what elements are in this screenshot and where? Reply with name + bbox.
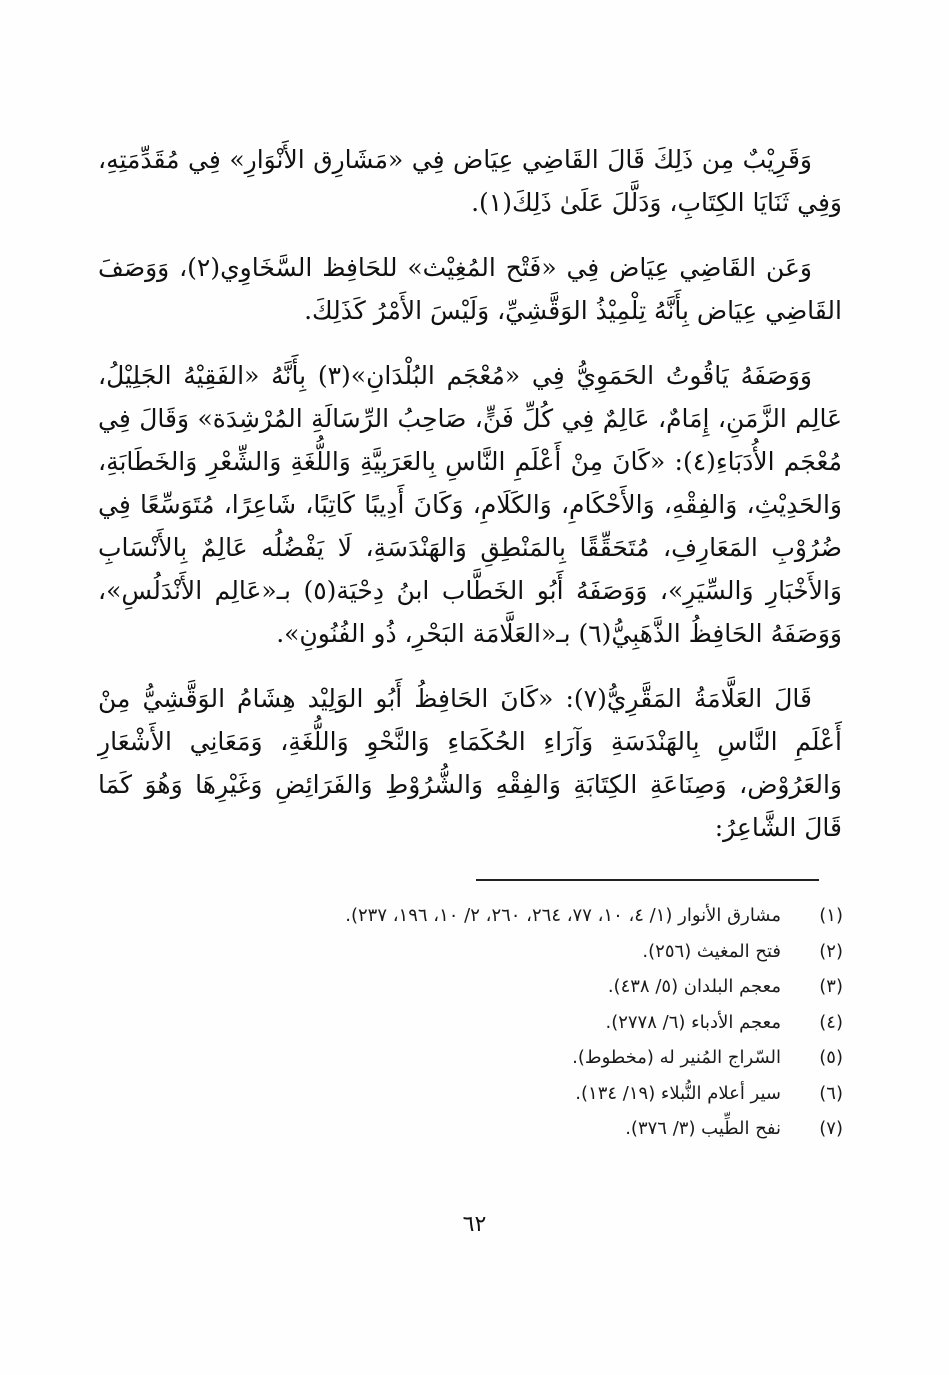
footnote-number: (١) <box>819 905 843 926</box>
footnote-item <box>200 1040 843 1076</box>
footnote-number: (٧) <box>819 1118 843 1139</box>
footnote-text: معجم البلدان (٥/ ٤٣٨). <box>607 976 781 997</box>
paragraph-4: قَالَ العَلَّامَةُ المَقَّرِيُّ(٧): «كَانَ الحَافِظُ أَبُو الوَلِيْد هِشَامُ الوَقَّشِيُّ مِنْ أَعْلَمِ النَّاسِ بِالهَنْدَسَةِ وَآرَاءِ الحُكَمَاءِ وَالنَّحْوِ وَاللُّغَةِ، وَمَعَانِي الأَشْعَارِ وَالعَرُوْض، وَصِنَاعَةِ الكِتَابَةِ وَالفِقْهِ وَالشُّرُوْطِ وَالفَرَائِضِ وَغَيْرِهَا وَهُوَ كَمَا قَالَ الشَّاعِرُ: <box>98 684 842 842</box>
footnotes <box>200 898 843 1147</box>
footnote-text: نفح الطِّيب (٣/ ٣٧٦). <box>625 1118 781 1139</box>
footnote-text: سير أعلام النُّبلاء (١٩/ ١٣٤). <box>575 1082 781 1104</box>
footnote-item <box>200 1076 843 1112</box>
main-text <box>98 138 842 871</box>
footnote-text: فتح المغيث (٢٥٦). <box>642 940 781 962</box>
paragraph-3: وَوَصَفَهُ يَاقُوتُ الحَمَوِيُّ فِي «مُعْجَم البُلْدَانِ»(٣) بِأَنَّهُ «الفَقِيْهُ الجَلِيْلُ، عَالِم الزَّمَنِ، إِمَامٌ، عَالِمٌ فِي كُلِّ فَنٍّ، صَاحِبُ الرِّسَالَةِ المُرْشِدَة» وَقَالَ فِي مُعْجَم الأُدَبَاءِ(٤): «كَانَ مِنْ أَعْلَمِ النَّاسِ بِالعَرَبِيَّةِ وَاللُّغَةِ وَالشِّعْرِ وَالخَطَابَةِ، وَالحَدِيْثِ، وَالفِقْهِ، وَالأَحْكَامِ، وَالكَلَامِ، وَكَانَ أَدِيبًا كَاتِبًا، شَاعِرًا، مُتَوَسِّعًا فِي ضُرُوْبِ المَعَارِفِ، مُتَحَقِّقًا بِالمَنْطِقِ وَالهَنْدَسَةِ، لَا يَفْضُلُه عَالِمٌ بِالأَنْسَابِ وَالأَخْبَارِ وَالسِّيَرِ»، وَوَصَفَهُ أَبُو الخَطَّاب ابنُ دِحْيَة(٥) بـ«عَالِم الأَنْدَلُسِ»، وَوَصَفَهُ الحَافِظُ الذَّهَبِيُّ(٦) بـ«العَلَّامَة البَحْرِ، ذُو الفُنُونِ». <box>98 361 842 648</box>
footnote-item <box>200 1111 843 1147</box>
paragraph-2: وَعَن القَاضِي عِيَاض فِي «فَتْح المُغِيْث» للحَافِظ السَّخَاوِي(٢)، وَوَصَفَ القَاضِي عِيَاض بِأَنَّهُ تِلْمِيْذُ الوَقَّشِيِّ، وَلَيْسَ الأَمْرُ كَذَلِكَ. <box>98 253 842 325</box>
footnote-text: السّراج المُنير له (مخطوط). <box>572 1047 781 1068</box>
paragraph-1: وَقَرِيْبٌ مِن ذَلِكَ قَالَ القَاضِي عِيَاض فِي «مَشَارِق الأَنْوَارِ» فِي مُقَدِّمَتِهِ، وَفِي ثَنَايَا الكِتَابِ، وَدَلَّلَ عَلَىٰ ذَلِكَ(١). <box>98 145 842 217</box>
footnote-number: (٣) <box>819 976 843 997</box>
footnote-number: (٤) <box>819 1011 843 1033</box>
footnote-number: (٥) <box>819 1047 843 1068</box>
page-number: ٦٢ <box>462 1212 487 1237</box>
footnote-item <box>200 969 843 1005</box>
footnote-text: مشارق الأنوار (١/ ٤، ١٠، ٧٧، ٢٦٤، ٢٦٠، ٢/ ١٠، ١٩٦، ٢٣٧). <box>345 905 781 926</box>
footnote-item <box>200 934 843 970</box>
footnote-item <box>200 1005 843 1041</box>
footnote-item <box>200 898 843 934</box>
footnote-number: (٢) <box>819 940 843 962</box>
footnote-divider <box>476 879 819 881</box>
footnote-text: معجم الأدباء (٦/ ٢٧٧٨). <box>605 1011 781 1033</box>
footnote-number: (٦) <box>819 1082 843 1104</box>
